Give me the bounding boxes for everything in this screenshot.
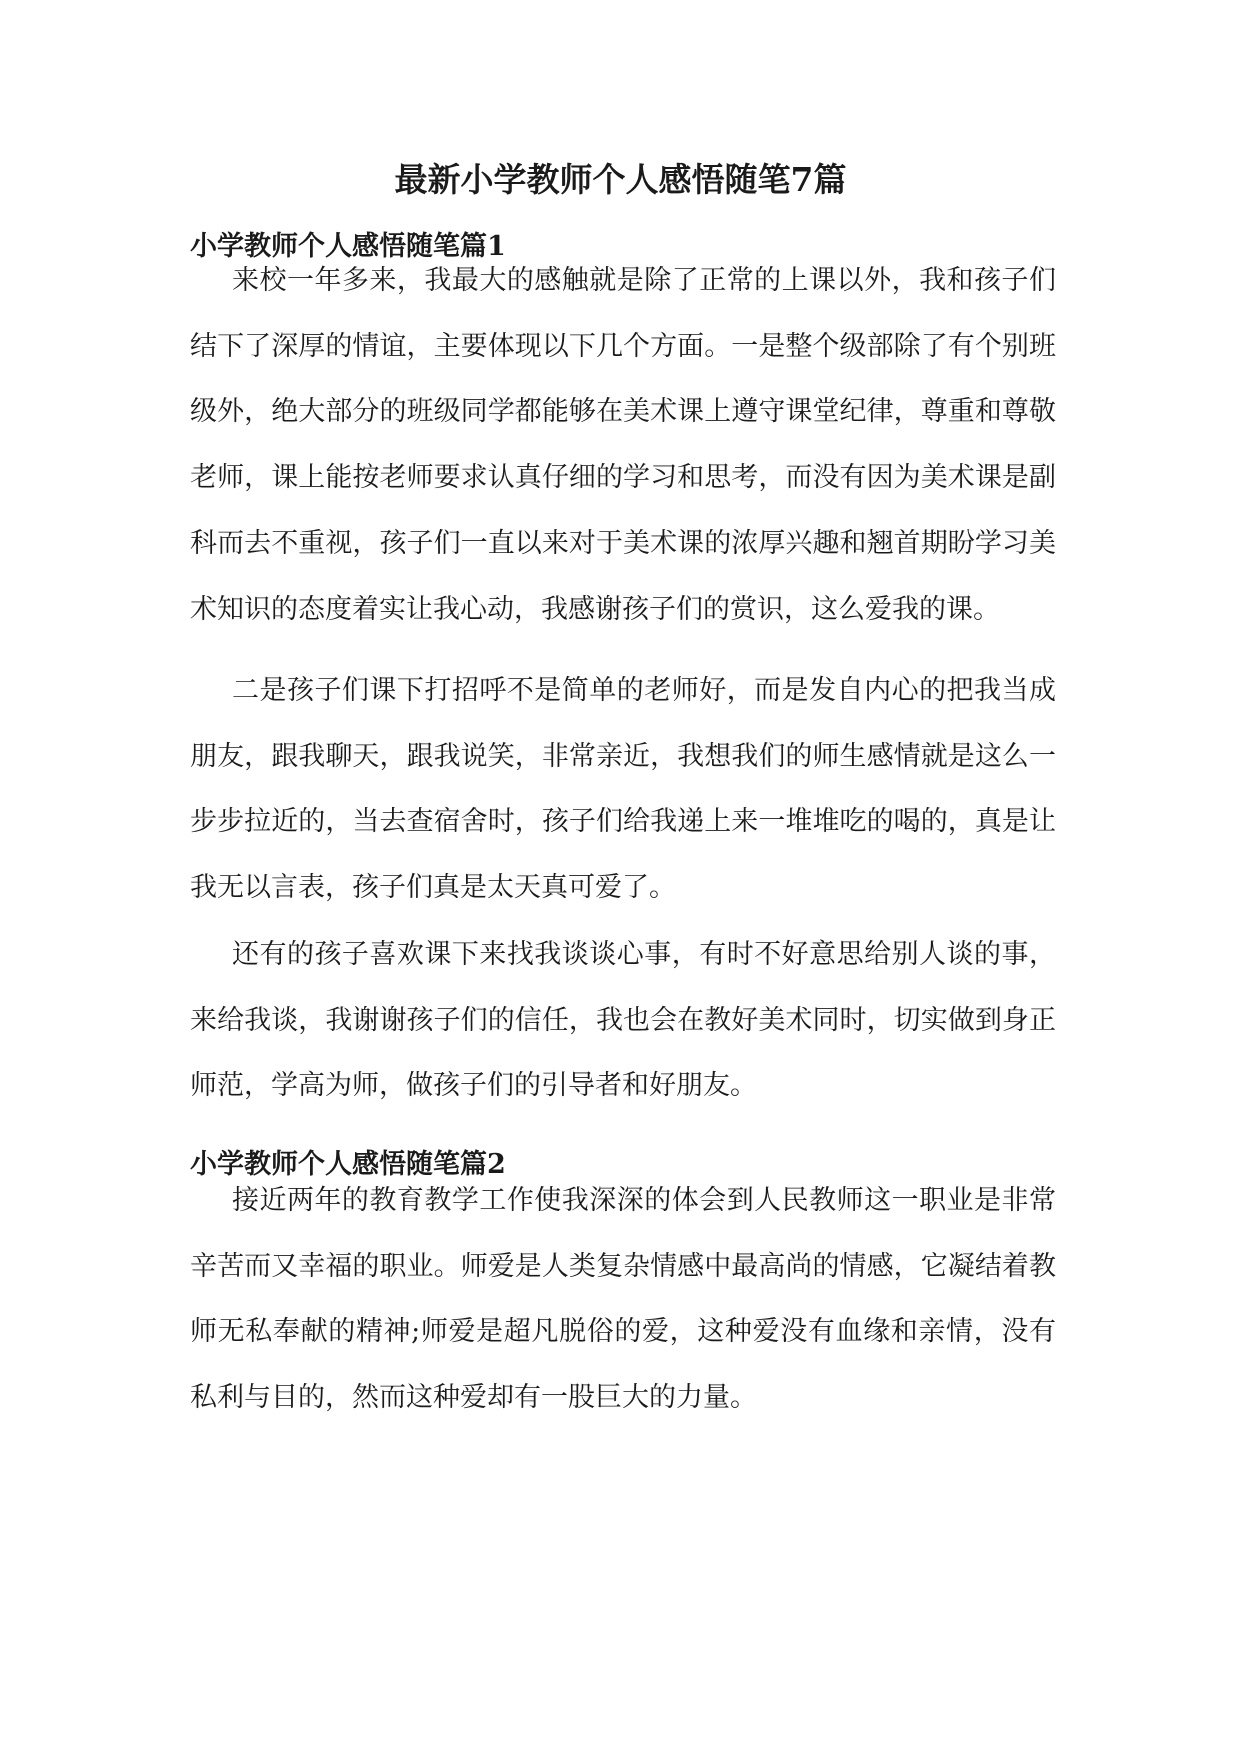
paragraph: 还有的孩子喜欢课下来找我谈谈心事，有时不好意思给别人谈的事，来给我谈，我谢谢孩子们的信任，我也会在教好美术同时，切实做到身正师范，学高为师，做孩子们的引导者和好朋友。 [190,939,1056,1102]
paragraph: 来校一年多来，我最大的感触就是除了正常的上课以外，我和孩子们结下了深厚的情谊，主要体现以下几个方面。一是整个级部除了有个别班级外，绝大部分的班级同学都能够在美术课上遵守课堂纪律，尊重和尊敬老师，课上能按老师要求认真仔细的学习和思考，而没有因为美术课是副科而去不重视，孩子们一直以来对于美术课的浓厚兴趣和翘首期盼学习美术知识的态度着实让我心动，我感谢孩子们的赏识，这么爱我的课。 [190,265,1056,625]
paragraph: 二是孩子们课下打招呼不是简单的老师好，而是发自内心的把我当成朋友，跟我聊天，跟我说笑，非常亲近，我想我们的师生感情就是这么一步步拉近的，当去查宿舍时，孩子们给我递上来一堆堆吃的喝的，真是让我无以言表，孩子们真是太天真可爱了。 [190,675,1056,904]
paragraph: 接近两年的教育教学工作使我深深的体会到人民教师这一职业是非常辛苦而又幸福的职业。师爱是人类复杂情感中最高尚的情感，它凝结着教师无私奉献的精神;师爱是超凡脱俗的爱，这种爱没有血缘和亲情，没有私利与目的，然而这种爱却有一股巨大的力量。 [190,1185,1056,1414]
page-title: 最新小学教师个人感悟随笔7篇 [394,160,847,199]
section-heading-2: 小学教师个人感悟随笔篇2 [190,1149,506,1180]
section-heading-1: 小学教师个人感悟随笔篇1 [190,231,506,262]
